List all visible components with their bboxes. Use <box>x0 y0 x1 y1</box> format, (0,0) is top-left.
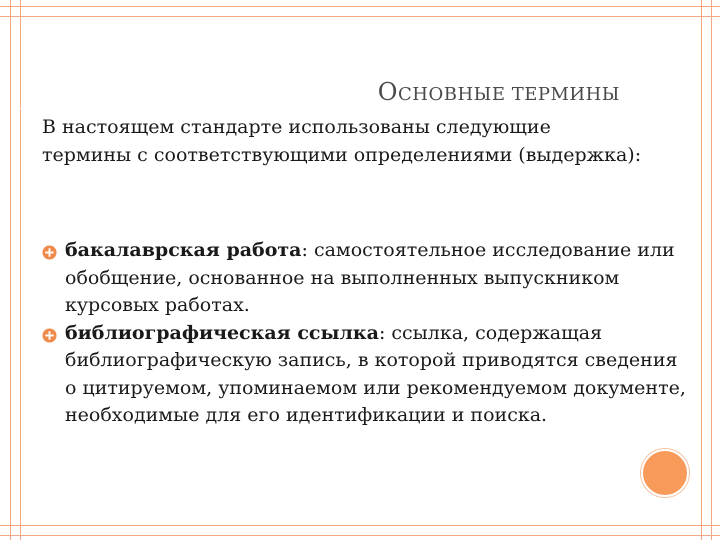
title-initial: О <box>377 78 398 106</box>
list-item <box>42 237 687 320</box>
intro-text: В настоящем стандарте использованы следующие термины с соответствующими определениями (выдержка): <box>42 116 642 166</box>
list-item <box>42 320 687 430</box>
term-definition: : ссылка, содержащая библиографическую запись, в которой приводятся сведения о цитируемом, упоминаемом или рекомендуемом документе, необходимые для его идентификации и поиска. <box>65 321 686 426</box>
term-definition: : самостоятельное исследование или обобщение, основанное на выполненных выпускником курсовых работах. <box>65 239 675 316</box>
frame-left <box>10 0 21 540</box>
title-divider <box>20 108 620 109</box>
frame-bottom <box>0 525 720 536</box>
plus-circle-icon <box>42 245 57 260</box>
definitions-list <box>42 237 687 430</box>
frame-right <box>701 0 712 540</box>
term-label: библиографическая ссылка <box>65 321 379 344</box>
plus-circle-icon <box>42 328 57 343</box>
term-label: бакалаврская работа <box>65 239 302 261</box>
slide-title <box>290 78 620 106</box>
frame-top <box>0 6 720 17</box>
decorative-circle <box>641 449 689 497</box>
title-rest: СНОВНЫЕ ТЕРМИНЫ <box>397 84 620 105</box>
